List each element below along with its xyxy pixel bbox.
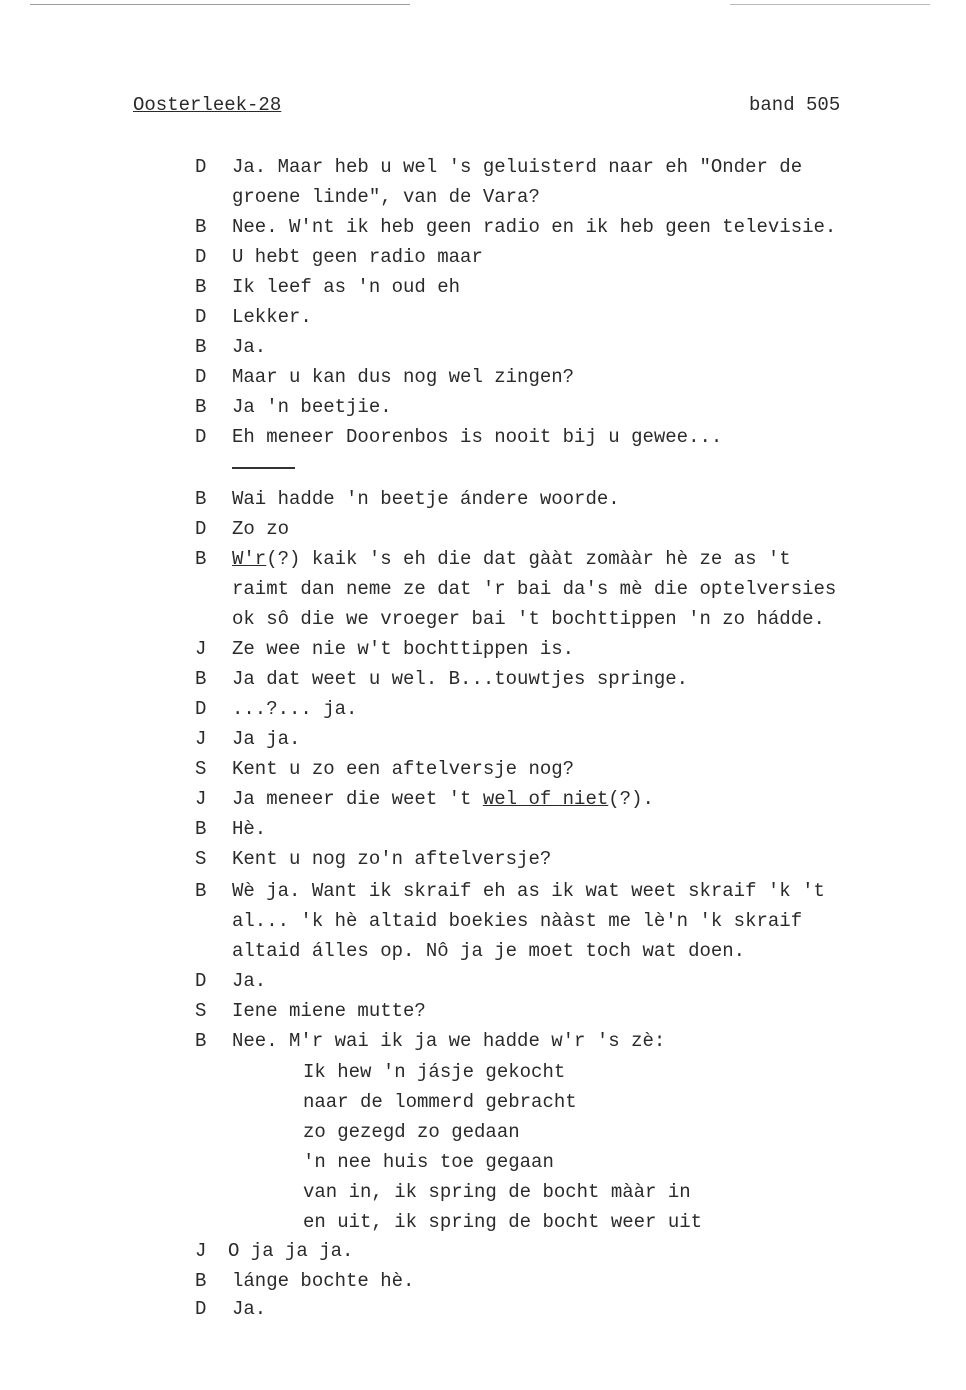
speaker-label: D [195,306,207,328]
utterance-line [232,518,289,540]
utterance-line [232,728,300,750]
utterance-line [232,668,688,690]
utterance-line [232,156,802,178]
utterance-text: Ja. [232,336,267,358]
speaker-label: S [195,758,207,780]
speaker-label: D [195,426,207,448]
speaker-label: B [195,880,207,902]
utterance-text: groene linde", van de Vara? [232,186,540,208]
speaker-label: J [195,638,207,660]
utterance-text: Maar u kan dus nog wel zingen? [232,366,575,388]
speaker-label: D [195,246,207,268]
verse-line: 'n nee huis toe gegaan [303,1151,554,1173]
speaker-label: D [195,518,207,540]
speaker-label: B [195,336,207,358]
utterance-text: Ze wee nie w't bochttippen is. [232,638,575,660]
header-tape-number: band 505 [749,94,841,116]
speaker-label: S [195,1000,207,1022]
speaker-label: D [195,366,207,388]
utterance-text: Kent u nog zo'n aftelversje? [232,848,552,870]
utterance-text: Ja. [232,970,267,992]
top-edge-rule [30,4,410,5]
utterance-line [232,1000,426,1022]
speaker-label: D [195,1298,207,1320]
utterance-text: Ja dat weet u wel. B...touwtjes springe. [232,668,689,690]
speaker-label: B [195,1270,207,1292]
utterance-line [232,638,574,660]
header-title: Oosterleek-28 [133,94,282,116]
utterance-text: Kent u zo een aftelversje nog? [232,758,575,780]
top-edge-rule-right [730,4,930,5]
speaker-label: B [195,668,207,690]
utterance-text: Nee. M'r wai ik ja we hadde w'r 's zè: [232,1030,666,1052]
utterance-text: Iene miene mutte? [232,1000,426,1022]
utterance-line [232,336,266,358]
utterance-line [228,1240,353,1262]
utterance-text: raimt dan neme ze dat 'r bai da's mè die optelversies [232,578,837,600]
utterance-line [232,608,825,630]
utterance-line [232,758,574,780]
utterance-line [232,276,460,298]
speaker-label: D [195,156,207,178]
utterance-line [232,788,654,810]
utterance-line [232,488,620,510]
utterance-text: ...?... ja. [232,698,358,720]
utterance-text: Nee. W'nt ik heb geen radio en ik heb geen televisie. [232,216,837,238]
utterance-line [232,186,540,208]
verse-line: en uit, ik spring de bocht weer uit [303,1211,703,1233]
utterance-text: (?) kaik 's eh die dat gààt zomààr hè ze as 't [266,548,791,570]
verse-line: van in, ik spring de bocht mààr in [303,1181,691,1203]
speaker-label: J [195,788,207,810]
speaker-label: D [195,970,207,992]
utterance-line [232,940,745,962]
utterance-text: Ja 'n beetjie. [232,396,392,418]
utterance-line [232,548,791,570]
speaker-label: S [195,848,207,870]
speaker-label: B [195,488,207,510]
utterance-line [232,216,836,238]
utterance-line [232,246,483,268]
utterance-line [232,698,357,720]
utterance-line [232,910,802,932]
utterance-text: Zo zo [232,518,290,540]
utterance-line [232,970,266,992]
speaker-label: B [195,1030,207,1052]
utterance-text: Ja. [232,1298,267,1320]
speaker-label: J [195,728,207,750]
utterance-text: lánge bochte hè. [232,1270,415,1292]
utterance-text: U hebt geen radio maar [232,246,483,268]
underlined-text: wel of niet [482,788,609,810]
speaker-label: B [195,818,207,840]
utterance-text: al... 'k hè altaid boekies nààst me lè'n 'k skraif [232,910,803,932]
utterance-line [232,426,722,448]
utterance-text: Ja ja. [232,728,301,750]
utterance-line [232,1270,414,1292]
utterance-line [232,306,312,328]
utterance-text-after: (?). [608,788,654,810]
speaker-label: B [195,548,207,570]
utterance-text: altaid álles op. Nô ja je moet toch wat doen. [232,940,746,962]
utterance-text: Ja. Maar heb u wel 's geluisterd naar eh "Onder de [232,156,803,178]
speaker-label: B [195,216,207,238]
utterance-line [232,1030,665,1052]
section-separator [232,467,295,469]
utterance-text: O ja ja ja. [228,1240,354,1262]
utterance-text: Eh meneer Doorenbos is nooit bij u gewee... [232,426,723,448]
underlined-text: W'r [232,548,267,570]
utterance-line [232,396,392,418]
utterance-line [232,848,551,870]
utterance-line [232,366,574,388]
verse-line: zo gezegd zo gedaan [303,1121,520,1143]
speaker-label: D [195,698,207,720]
utterance-text: Hè. [232,818,267,840]
utterance-line [232,818,266,840]
utterance-text: Lekker. [232,306,312,328]
speaker-label: B [195,396,207,418]
utterance-text: Ik leef as 'n oud eh [232,276,461,298]
utterance-line [232,578,836,600]
verse-line: naar de lommerd gebracht [303,1091,577,1113]
utterance-text: Wai hadde 'n beetje ándere woorde. [232,488,620,510]
utterance-text: Ja meneer die weet 't [232,788,483,810]
utterance-line [232,880,825,902]
utterance-line [232,1298,266,1320]
utterance-text: ok sô die we vroeger bai 't bochttippen 'n zo hádde. [232,608,825,630]
verse-line: Ik hew 'n jásje gekocht [303,1061,566,1083]
speaker-label: J [195,1240,207,1262]
utterance-text: Wè ja. Want ik skraif eh as ik wat weet skraif 'k 't [232,880,825,902]
speaker-label: B [195,276,207,298]
